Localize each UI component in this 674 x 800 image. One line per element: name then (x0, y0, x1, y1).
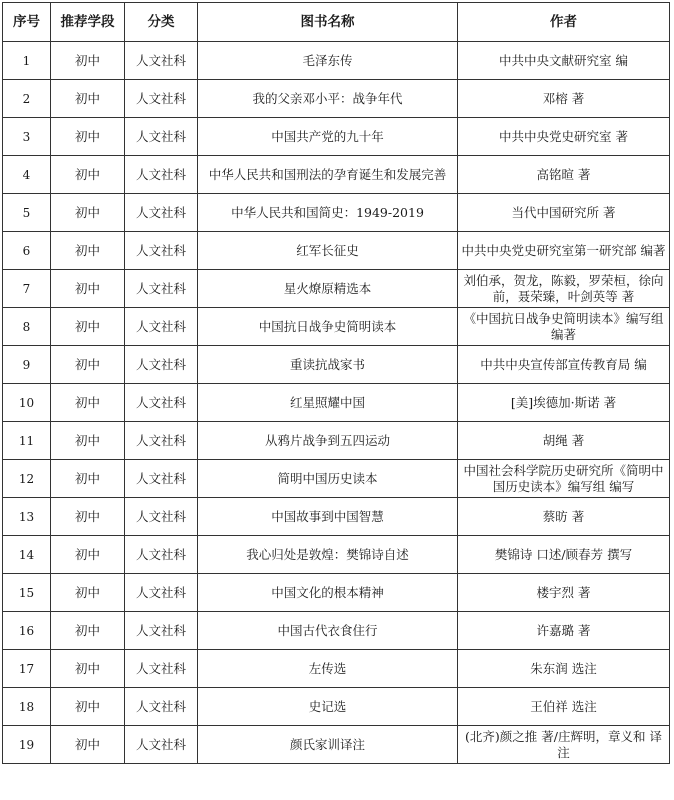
cell-title: 中国共产党的九十年 (198, 118, 458, 156)
table-row (3, 308, 670, 346)
table-row (3, 42, 670, 80)
cell-category: 人文社科 (125, 536, 198, 574)
cell-title: 星火燎原精选本 (198, 270, 458, 308)
cell-author: 许嘉璐 著 (458, 612, 670, 650)
cell-category: 人文社科 (125, 498, 198, 536)
cell-stage: 初中 (51, 118, 125, 156)
cell-number: 17 (3, 650, 51, 688)
header-title: 图书名称 (198, 3, 458, 42)
cell-number: 6 (3, 232, 51, 270)
cell-stage: 初中 (51, 270, 125, 308)
table-row (3, 726, 670, 764)
table-header (3, 3, 670, 42)
cell-title: 中国古代衣食住行 (198, 612, 458, 650)
table-row (3, 650, 670, 688)
cell-category: 人文社科 (125, 460, 198, 498)
cell-number: 1 (3, 42, 51, 80)
table-row (3, 460, 670, 498)
cell-number: 8 (3, 308, 51, 346)
cell-category: 人文社科 (125, 422, 198, 460)
cell-stage: 初中 (51, 308, 125, 346)
cell-author: 当代中国研究所 著 (458, 194, 670, 232)
cell-title: 我心归处是敦煌：樊锦诗自述 (198, 536, 458, 574)
cell-author: [美]埃德加·斯诺 著 (458, 384, 670, 422)
cell-category: 人文社科 (125, 232, 198, 270)
cell-number: 15 (3, 574, 51, 612)
cell-number: 14 (3, 536, 51, 574)
cell-stage: 初中 (51, 422, 125, 460)
cell-stage: 初中 (51, 384, 125, 422)
cell-number: 11 (3, 422, 51, 460)
cell-author: 蔡昉 著 (458, 498, 670, 536)
cell-stage: 初中 (51, 80, 125, 118)
cell-stage: 初中 (51, 42, 125, 80)
table-row (3, 612, 670, 650)
cell-number: 2 (3, 80, 51, 118)
cell-category: 人文社科 (125, 42, 198, 80)
cell-author: 王伯祥 选注 (458, 688, 670, 726)
table-row (3, 574, 670, 612)
cell-category: 人文社科 (125, 688, 198, 726)
cell-category: 人文社科 (125, 612, 198, 650)
table-row (3, 688, 670, 726)
cell-author: (北齐)颜之推 著/庄辉明，章义和 译注 (458, 726, 670, 764)
cell-title: 中国故事到中国智慧 (198, 498, 458, 536)
table-row (3, 536, 670, 574)
cell-stage: 初中 (51, 498, 125, 536)
cell-number: 16 (3, 612, 51, 650)
header-author: 作者 (458, 3, 670, 42)
cell-author: 《中国抗日战争史简明读本》编写组 编著 (458, 308, 670, 346)
cell-title: 我的父亲邓小平：战争年代 (198, 80, 458, 118)
cell-number: 12 (3, 460, 51, 498)
table-row (3, 194, 670, 232)
table-row (3, 156, 670, 194)
cell-category: 人文社科 (125, 650, 198, 688)
table-row (3, 80, 670, 118)
cell-category: 人文社科 (125, 270, 198, 308)
table-row (3, 232, 670, 270)
cell-category: 人文社科 (125, 308, 198, 346)
table-body (3, 42, 670, 764)
cell-author: 中国社会科学院历史研究所《简明中国历史读本》编写组 编写 (458, 460, 670, 498)
cell-number: 9 (3, 346, 51, 384)
cell-author: 楼宇烈 著 (458, 574, 670, 612)
cell-stage: 初中 (51, 346, 125, 384)
cell-number: 19 (3, 726, 51, 764)
cell-title: 简明中国历史读本 (198, 460, 458, 498)
cell-category: 人文社科 (125, 118, 198, 156)
book-list-table-container (2, 2, 670, 764)
cell-author: 樊锦诗 口述/顾春芳 撰写 (458, 536, 670, 574)
cell-category: 人文社科 (125, 574, 198, 612)
cell-author: 中共中央文献研究室 编 (458, 42, 670, 80)
cell-number: 13 (3, 498, 51, 536)
cell-title: 史记选 (198, 688, 458, 726)
cell-stage: 初中 (51, 650, 125, 688)
cell-title: 颜氏家训译注 (198, 726, 458, 764)
cell-author: 邓榕 著 (458, 80, 670, 118)
header-number: 序号 (3, 3, 51, 42)
cell-title: 中国文化的根本精神 (198, 574, 458, 612)
cell-category: 人文社科 (125, 384, 198, 422)
cell-author: 朱东润 选注 (458, 650, 670, 688)
cell-author: 中共中央党史研究室 著 (458, 118, 670, 156)
cell-stage: 初中 (51, 156, 125, 194)
cell-stage: 初中 (51, 688, 125, 726)
book-list-table (2, 2, 670, 764)
cell-title: 中华人民共和国简史：1949-2019 (198, 194, 458, 232)
cell-number: 3 (3, 118, 51, 156)
cell-author: 高铭暄 著 (458, 156, 670, 194)
cell-category: 人文社科 (125, 156, 198, 194)
cell-category: 人文社科 (125, 346, 198, 384)
cell-number: 5 (3, 194, 51, 232)
table-row (3, 118, 670, 156)
cell-stage: 初中 (51, 612, 125, 650)
cell-stage: 初中 (51, 460, 125, 498)
table-row (3, 270, 670, 308)
table-row (3, 498, 670, 536)
cell-title: 毛泽东传 (198, 42, 458, 80)
cell-category: 人文社科 (125, 194, 198, 232)
cell-title: 重读抗战家书 (198, 346, 458, 384)
cell-title: 从鸦片战争到五四运动 (198, 422, 458, 460)
cell-title: 红军长征史 (198, 232, 458, 270)
cell-stage: 初中 (51, 536, 125, 574)
cell-title: 中华人民共和国刑法的孕育诞生和发展完善 (198, 156, 458, 194)
cell-stage: 初中 (51, 574, 125, 612)
cell-title: 左传选 (198, 650, 458, 688)
header-category: 分类 (125, 3, 198, 42)
cell-number: 4 (3, 156, 51, 194)
header-row (3, 3, 670, 42)
cell-author: 中共中央党史研究室第一研究部 编著 (458, 232, 670, 270)
cell-number: 7 (3, 270, 51, 308)
cell-number: 18 (3, 688, 51, 726)
cell-author: 刘伯承，贺龙，陈毅，罗荣桓，徐向前，聂荣臻，叶剑英等 著 (458, 270, 670, 308)
cell-author: 胡绳 著 (458, 422, 670, 460)
cell-author: 中共中央宣传部宣传教育局 编 (458, 346, 670, 384)
table-row (3, 384, 670, 422)
table-row (3, 346, 670, 384)
cell-stage: 初中 (51, 232, 125, 270)
cell-title: 红星照耀中国 (198, 384, 458, 422)
cell-stage: 初中 (51, 194, 125, 232)
cell-title: 中国抗日战争史简明读本 (198, 308, 458, 346)
table-row (3, 422, 670, 460)
header-stage: 推荐学段 (51, 3, 125, 42)
cell-stage: 初中 (51, 726, 125, 764)
cell-number: 10 (3, 384, 51, 422)
cell-category: 人文社科 (125, 726, 198, 764)
cell-category: 人文社科 (125, 80, 198, 118)
